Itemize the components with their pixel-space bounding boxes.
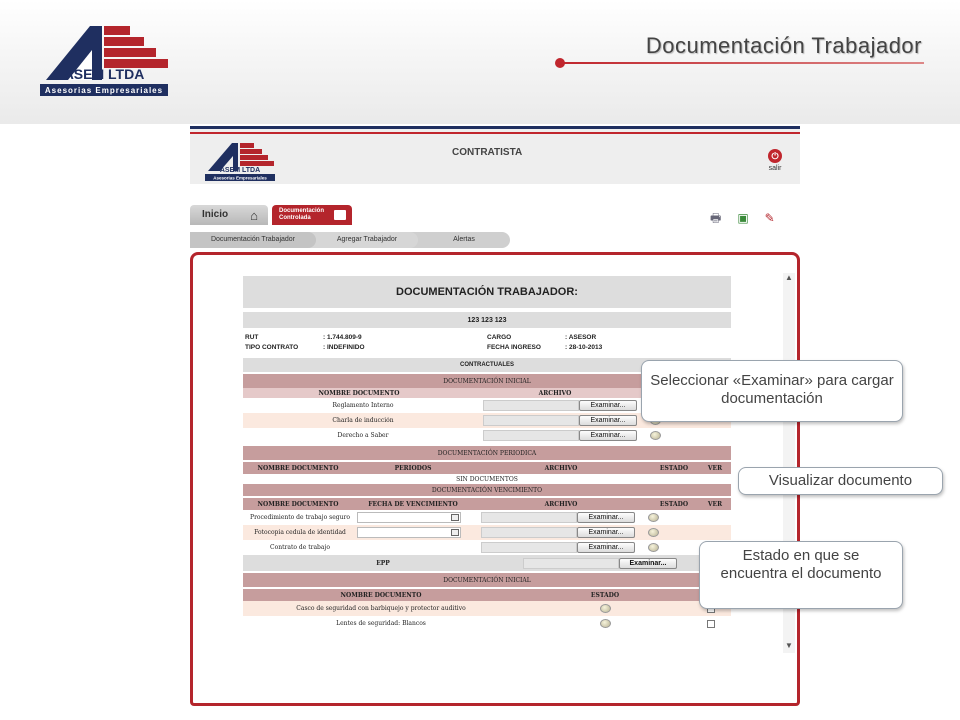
status-indicator bbox=[650, 431, 661, 440]
tab-inicio-label: Inicio bbox=[202, 209, 229, 220]
examinar-button[interactable]: Examinar... bbox=[619, 558, 677, 569]
status-indicator bbox=[600, 619, 611, 628]
doc-name: Procedimiento de trabajo seguro bbox=[250, 514, 350, 521]
rut-label: RUT bbox=[245, 333, 259, 341]
col-archivo: ARCHIVO bbox=[544, 464, 578, 472]
print-icon[interactable]: 🖶 bbox=[710, 211, 738, 225]
rut-value: : 1.744.809-9 bbox=[323, 333, 362, 341]
col-nombre: NOMBRE DOCUMENTO bbox=[257, 464, 339, 472]
subnav-documentacion-trabajador[interactable] bbox=[190, 232, 316, 248]
file-input[interactable] bbox=[483, 430, 579, 441]
app-title: CONTRATISTA bbox=[452, 147, 523, 158]
col-nombre: NOMBRE DOCUMENTO bbox=[257, 500, 339, 508]
title-dot bbox=[555, 58, 565, 68]
callout-examinar: Seleccionar «Examinar» para cargar documentación bbox=[641, 360, 903, 422]
folder-icon bbox=[334, 210, 346, 220]
slide-header bbox=[0, 0, 960, 124]
chevron-up-icon[interactable]: ▲ bbox=[785, 273, 793, 282]
table-row bbox=[243, 510, 731, 525]
file-input[interactable] bbox=[483, 400, 579, 411]
empty-label: SIN DOCUMENTOS bbox=[456, 475, 518, 483]
tab-doc-label-2: Controlada bbox=[279, 215, 311, 221]
app-header bbox=[190, 126, 800, 184]
app-logo-subtext: Asesorias Empresariales bbox=[213, 175, 267, 181]
section-doc-vencimiento bbox=[243, 484, 731, 496]
examinar-button[interactable]: Examinar... bbox=[577, 512, 635, 523]
calendar-icon[interactable] bbox=[451, 529, 459, 536]
col-estado: ESTADO bbox=[590, 591, 620, 599]
doc-name: Charla de inducción bbox=[332, 417, 394, 424]
tipo-value: : INDEFINIDO bbox=[323, 343, 365, 351]
select-checkbox[interactable] bbox=[707, 620, 715, 628]
doc-name: Casco de seguridad con barbiquejo y protector auditivo bbox=[296, 605, 466, 612]
doc-title-row bbox=[243, 276, 731, 308]
app-logo bbox=[204, 141, 276, 183]
power-icon: ⏻ bbox=[768, 149, 782, 163]
doc-name: Contrato de trabajo bbox=[270, 544, 330, 551]
table-row bbox=[243, 525, 731, 540]
fecha-label: FECHA INGRESO bbox=[487, 343, 541, 351]
file-input[interactable] bbox=[483, 415, 579, 426]
doc-name: Lentes de seguridad: Blancos bbox=[336, 620, 426, 627]
empty-row bbox=[243, 474, 731, 484]
col-periodos: PERIODOS bbox=[394, 464, 432, 472]
tipo-label: TIPO CONTRATO bbox=[245, 343, 299, 351]
logo-subtext: Asesorias Empresariales bbox=[44, 86, 164, 95]
vencimiento-header-row bbox=[243, 498, 731, 510]
asem-logo bbox=[38, 22, 170, 100]
doc-name: Derecho a Saber bbox=[337, 432, 389, 439]
subnav-label: Agregar Trabajador bbox=[336, 236, 398, 243]
subnav-label: Documentación Trabajador bbox=[210, 236, 296, 243]
file-input[interactable] bbox=[481, 527, 577, 538]
examinar-button[interactable]: Examinar... bbox=[577, 542, 635, 553]
col-estado: ESTADO bbox=[659, 500, 689, 508]
calendar-icon[interactable] bbox=[451, 514, 459, 521]
col-nombre: NOMBRE DOCUMENTO bbox=[318, 389, 400, 397]
status-indicator bbox=[648, 528, 659, 537]
col-ver: VER bbox=[707, 464, 723, 472]
file-input[interactable] bbox=[523, 558, 619, 569]
col-estado: ESTADO bbox=[659, 464, 689, 472]
worker-id-row bbox=[243, 312, 731, 328]
section-label: DOCUMENTACIÓN INICIAL bbox=[443, 377, 531, 385]
date-input[interactable] bbox=[357, 527, 461, 538]
app-logo-text: ASEM LTDA bbox=[219, 167, 261, 174]
info-row-2 bbox=[243, 342, 731, 352]
section-label: DOCUMENTACIÓN PERIODICA bbox=[437, 449, 537, 457]
slide-title: Documentación Trabajador bbox=[645, 33, 922, 58]
subnav bbox=[190, 232, 510, 248]
edit-icon[interactable]: ✎ bbox=[764, 211, 791, 225]
examinar-button[interactable]: Examinar... bbox=[579, 400, 637, 411]
toolbar-icons bbox=[710, 209, 791, 230]
section-doc-periodica bbox=[243, 446, 731, 460]
file-input[interactable] bbox=[481, 512, 577, 523]
subnav-alertas[interactable] bbox=[404, 232, 510, 248]
excel-icon[interactable]: ▣ bbox=[737, 211, 765, 225]
info-row-1 bbox=[243, 332, 731, 342]
table-row bbox=[243, 601, 731, 616]
tab-documentacion-controlada[interactable] bbox=[272, 205, 352, 225]
section-epp-inicial bbox=[243, 573, 731, 587]
examinar-button[interactable]: Examinar... bbox=[579, 415, 637, 426]
section-label: DOCUMENTACIÓN VENCIMIENTO bbox=[431, 486, 543, 494]
status-indicator bbox=[600, 604, 611, 613]
col-archivo: ARCHIVO bbox=[544, 500, 578, 508]
examinar-button[interactable]: Examinar... bbox=[579, 430, 637, 441]
col-fecha-venc: FECHA DE VENCIMIENTO bbox=[368, 500, 458, 508]
status-indicator bbox=[648, 543, 659, 552]
doc-name: Reglamento Interno bbox=[332, 402, 394, 409]
header-stripe bbox=[190, 132, 800, 134]
cargo-label: CARGO bbox=[487, 333, 512, 341]
periodica-header-row bbox=[243, 462, 731, 474]
table-row bbox=[243, 428, 731, 443]
doc-title: DOCUMENTACIÓN TRABAJADOR: bbox=[396, 286, 578, 298]
title-underline bbox=[560, 62, 924, 64]
cargo-value: : ASESOR bbox=[565, 333, 597, 341]
col-ver: VER bbox=[707, 500, 723, 508]
logout-label: salir bbox=[768, 165, 782, 172]
callout-estado: Estado en que se encuentra el documento bbox=[699, 541, 903, 609]
section-label: CONTRACTUALES bbox=[460, 362, 514, 368]
home-icon: ⌂ bbox=[250, 208, 258, 223]
col-archivo: ARCHIVO bbox=[538, 389, 572, 397]
worker-document bbox=[243, 276, 731, 631]
file-input[interactable] bbox=[481, 542, 577, 553]
logo-text: ASEM LTDA bbox=[63, 66, 145, 82]
content-panel bbox=[190, 252, 800, 706]
doc-name: Fotocopia cedula de identidad bbox=[254, 529, 346, 536]
section-label: DOCUMENTACIÓN INICIAL bbox=[443, 576, 531, 584]
epp-label: EPP bbox=[376, 559, 390, 567]
tab-doc-label-1: Documentación bbox=[279, 208, 325, 214]
logout-button[interactable] bbox=[764, 149, 786, 172]
status-indicator bbox=[648, 513, 659, 522]
worker-id: 123 123 123 bbox=[467, 316, 507, 324]
col-nombre: NOMBRE DOCUMENTO bbox=[340, 591, 422, 599]
epp-header-row bbox=[243, 589, 731, 601]
subnav-label: Alertas bbox=[453, 236, 475, 243]
subnav-agregar-trabajador[interactable] bbox=[302, 232, 418, 248]
date-input[interactable] bbox=[357, 512, 461, 523]
tab-inicio[interactable] bbox=[190, 205, 268, 225]
chevron-down-icon[interactable]: ▼ bbox=[785, 641, 793, 650]
fecha-value: : 28-10-2013 bbox=[565, 343, 603, 351]
examinar-button[interactable]: Examinar... bbox=[577, 527, 635, 538]
table-row bbox=[243, 540, 731, 555]
epp-row bbox=[243, 555, 731, 571]
callout-visualizar: Visualizar documento bbox=[738, 467, 943, 495]
table-row bbox=[243, 616, 731, 631]
